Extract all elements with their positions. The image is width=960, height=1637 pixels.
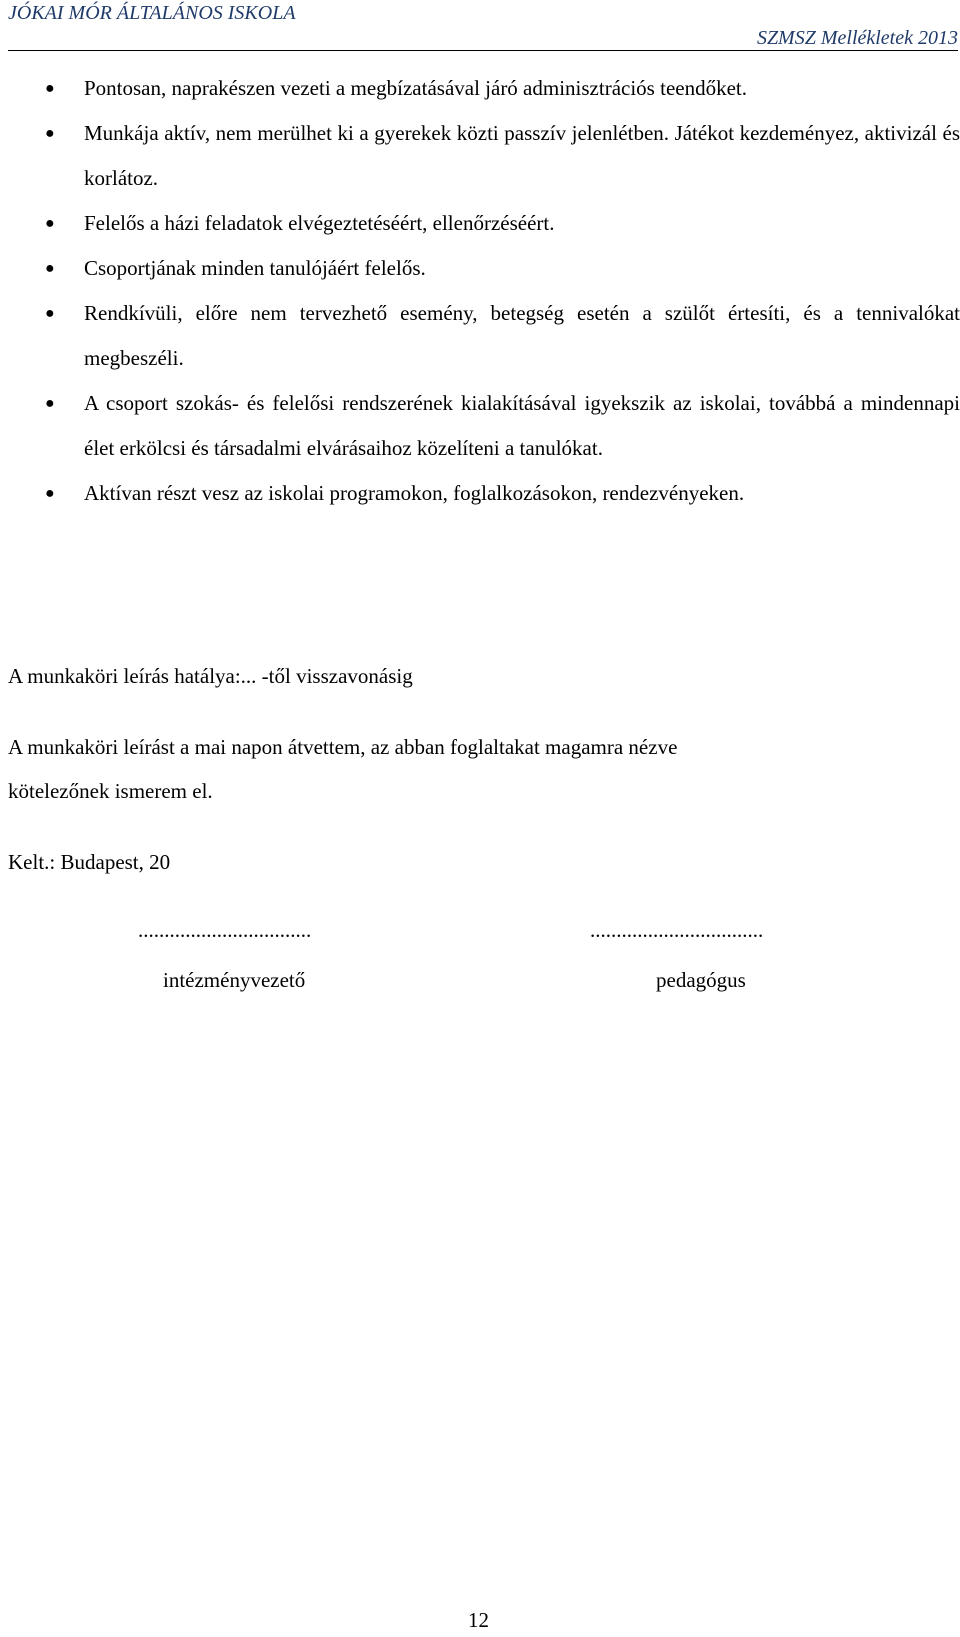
list-item-text: Felelős a házi feladatok elvégeztetéséért, ellenőrzéséért. — [84, 211, 555, 235]
list-item-text: Csoportjának minden tanulójáért felelős. — [84, 256, 426, 280]
list-item — [0, 66, 960, 111]
date-place: Kelt.: Budapest, 20 — [8, 850, 171, 874]
header-document-title: SZMSZ Mellékletek 2013 — [756, 27, 958, 49]
list-item-text: Rendkívüli, előre nem tervezhető esemény, betegség esetén a szülőt értesíti, és a tennivalókat megbeszéli. — [84, 301, 960, 370]
list-item-text: Pontosan, naprakészen vezeti a megbízatásával járó adminisztrációs teendőket. — [84, 76, 747, 100]
list-item — [0, 201, 960, 246]
duties-list — [0, 66, 960, 516]
list-item-text: A csoport szokás- és felelősi rendszerének kialakításával igyekszik az iskolai, továbbá a mindennapi élet erkölcsi és társadalmi elvárásaihoz közelíteni a tanulókat. — [84, 391, 960, 460]
list-item — [0, 381, 960, 471]
bullet-icon: ● — [45, 485, 55, 502]
list-item — [0, 246, 960, 291]
page-header — [8, 0, 958, 52]
right-signature-line: ................................. — [590, 918, 764, 942]
list-item — [0, 291, 960, 381]
bullet-icon: ● — [45, 80, 55, 97]
bullet-icon: ● — [45, 260, 55, 277]
bullet-icon: ● — [45, 125, 55, 142]
bullet-icon: ● — [45, 395, 55, 412]
bullet-icon: ● — [45, 305, 55, 322]
header-divider — [8, 50, 958, 51]
list-item — [0, 471, 960, 516]
page-number: 12 — [468, 1608, 489, 1632]
right-signature-label: pedagógus — [656, 968, 746, 992]
list-item — [0, 111, 960, 201]
left-signature-label: intézményvezető — [163, 968, 306, 992]
acknowledgement-line-2: kötelezőnek ismerem el. — [8, 779, 213, 803]
bullet-icon: ● — [45, 215, 55, 232]
header-school-name: JÓKAI MÓR ÁLTALÁNOS ISKOLA — [8, 2, 296, 24]
list-item-text: Munkája aktív, nem merülhet ki a gyerekek közti passzív jelenlétben. Játékot kezdeményez, aktivizál és korlátoz. — [84, 121, 960, 190]
validity-statement: A munkaköri leírás hatálya:... -től visszavonásig — [8, 664, 413, 688]
acknowledgement-line-1: A munkaköri leírást a mai napon átvettem, az abban foglaltakat magamra nézve — [8, 735, 678, 759]
list-item-text: Aktívan részt vesz az iskolai programokon, foglalkozásokon, rendezvényeken. — [84, 481, 745, 505]
left-signature-line: ................................. — [138, 918, 312, 942]
